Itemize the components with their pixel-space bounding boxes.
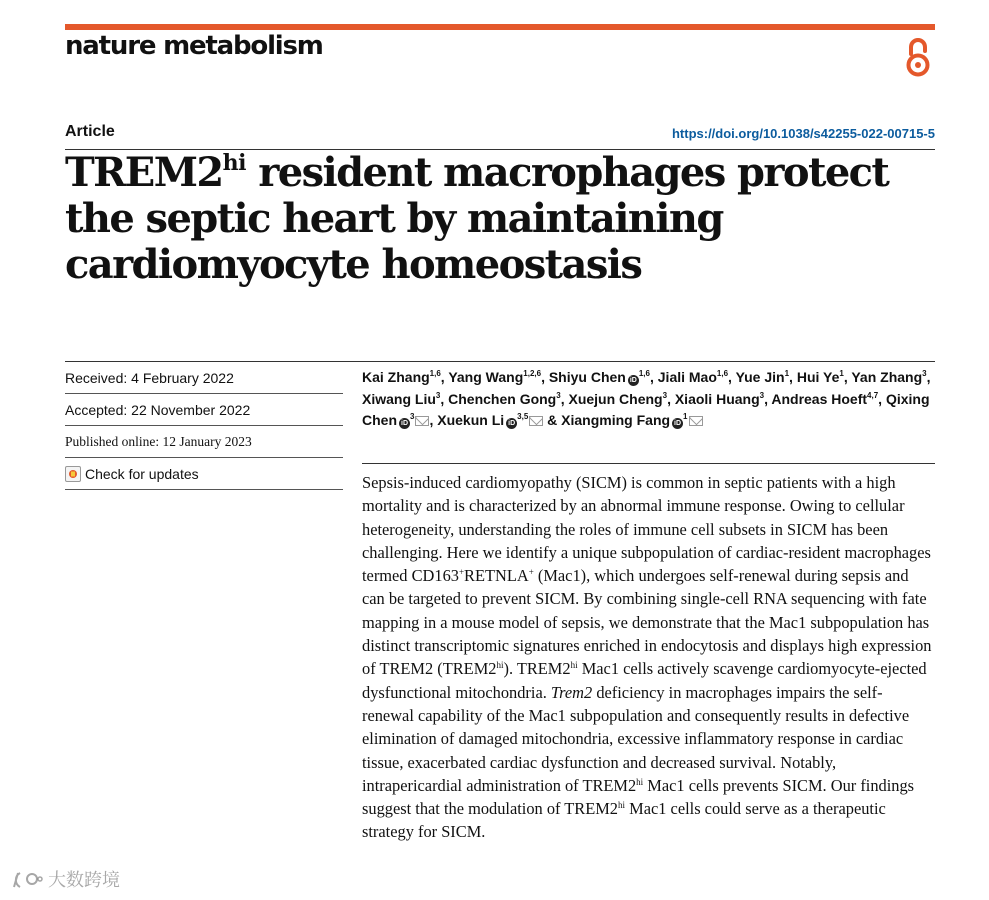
author-name[interactable]: Xiaoli Huang <box>674 390 760 407</box>
author-list: Kai Zhang$^{1,6}$, Yang Wang$^{1,2,6}$, Shiyu Chen iD$^{1,6}$, Jiali Mao$^{1,6}$, Yue Jin$^1$, Hui Ye$^1$, Yan Zhang$^3$, Xiwang Liu$^3$, Chenchen Gong$^3$, Xuejun Cheng$^3$, Xiaoli Huang$^3$, Andreas Hoeft$^{4,7}$, Qixing Chen $iD^3$ , Xuekun Li iD$^{3,5}$ & Xiangming Fang $iD^1$ <box>362 369 931 428</box>
author-name[interactable]: Yang Wang <box>448 369 524 385</box>
abstract-divider <box>362 463 935 464</box>
author-name[interactable]: Yue Jin <box>735 369 785 385</box>
orcid-icon[interactable]: iD <box>508 420 516 427</box>
header-accent-bar <box>65 24 935 30</box>
abstract: Sepsis-induced cardiomyopathy (SICM) is common in septic patients with a high mortality and is characterized by an abnormal immune response. Owing to cellular heterogeneity, understanding the roles of immune cell subsets in SICM has been challenging. Here we identify a unique subpopulation of cardiac-resident macrophages termed CD163+RETNLA+ (Mac1), which undergoes self-renewal during sepsis and can be targeted to prevent SICM. By combining single-cell RNA sequencing with fate mapping in a mouse model of sepsis, we demonstrate that the Mac1 subpopulation has distinct transcriptomic signatures enriched in endocytosis and displays high expression of TREM2 $(TREM2^{hi})$. $TREM2^{hi}$ Mac1 cells actively scavenge cardiomyocyte-ejected dysfunctional mitochondria. Trem2 deficiency in macrophages impairs the self-renewal capability of the Mac1 subpopulation and consequently results in defective elimination of damaged mitochondria, excessive inflammatory response in cardiac tissue, exacerbated cardiac dysfunction and decreased survival. Notably, intrapericardial administration of $TREM2^{hi}$ Mac1 cells prevents SICM. Our findings suggest that the modulation of $TREM2^{hi}$ Mac1 cells could serve as a therapeutic strategy for SICM. <box>362 473 932 842</box>
author-name[interactable]: Yan Zhang <box>851 369 923 385</box>
author-affiliation: 3 <box>556 390 561 400</box>
check-updates-row[interactable] <box>65 458 343 490</box>
author-affiliation: 3 <box>922 369 927 378</box>
orcid-icon[interactable]: iD <box>401 420 408 427</box>
author-name[interactable]: Andreas Hoeft <box>771 390 868 407</box>
accepted-date: Accepted: 22 November 2022 <box>65 394 343 426</box>
author-affiliation: 1,6 <box>716 369 729 378</box>
author-name[interactable]: Xuejun Cheng <box>568 390 663 407</box>
email-icon[interactable] <box>415 416 429 426</box>
author-name[interactable]: Chenchen Gong <box>448 390 557 407</box>
author-affiliation: 1,2,6 <box>523 369 542 378</box>
published-date: Published online: 12 January 2023 <box>65 426 343 458</box>
author-affiliation: 1 <box>683 412 688 421</box>
doi-link[interactable]: https://doi.org/10.1038/s42255-022-00715-5 <box>671 126 935 141</box>
orcid-icon[interactable]: iD <box>629 377 637 384</box>
email-icon[interactable] <box>689 416 703 426</box>
author-affiliation: 3 <box>435 390 441 400</box>
watermark-text: 大数跨境 <box>48 870 120 891</box>
received-date: Received: 4 February 2022 <box>65 362 343 394</box>
article-dates <box>65 362 343 490</box>
author-name[interactable]: Shiyu Chen <box>548 369 626 385</box>
author-affiliation: 4,7 <box>867 390 879 400</box>
author-affiliation: 1,6 <box>638 369 650 378</box>
open-access-icon[interactable] <box>902 34 934 78</box>
watermark <box>8 866 120 892</box>
journal-name[interactable]: nature metabolism <box>65 31 323 61</box>
check-updates-icon[interactable] <box>65 466 81 482</box>
check-updates-link[interactable]: Check for updates <box>85 465 199 482</box>
author-affiliation: 3 <box>410 412 415 421</box>
author-affiliation: 3 <box>759 390 765 400</box>
author-name[interactable]: Xiwang Liu <box>362 390 436 407</box>
watermark-logo-icon <box>8 867 44 891</box>
author-affiliation: 1,6 <box>429 369 441 378</box>
author-affiliation: 1 <box>839 369 844 378</box>
author-affiliation: 3,5 <box>517 412 529 421</box>
author-name[interactable]: Xuekun Li <box>437 412 505 428</box>
gene-name: Trem2 <box>550 682 593 702</box>
email-icon[interactable] <box>529 416 543 426</box>
article-type: Article <box>65 123 115 140</box>
orcid-icon[interactable]: iD <box>674 420 682 427</box>
article-title: $TREM2^{hi}$ resident macrophages protect the septic heart by maintaining cardiomyocyte homeostasis <box>65 149 889 288</box>
author-name[interactable]: Hui Ye <box>796 369 840 385</box>
author-name[interactable]: Qixing Chen <box>362 390 930 428</box>
author-name[interactable]: Jiali Mao <box>657 369 717 385</box>
author-affiliation: 3 <box>662 390 668 400</box>
author-name[interactable]: Xiangming Fang <box>561 412 671 428</box>
author-affiliation: 1 <box>784 369 790 378</box>
author-name[interactable]: Kai Zhang <box>362 369 430 385</box>
